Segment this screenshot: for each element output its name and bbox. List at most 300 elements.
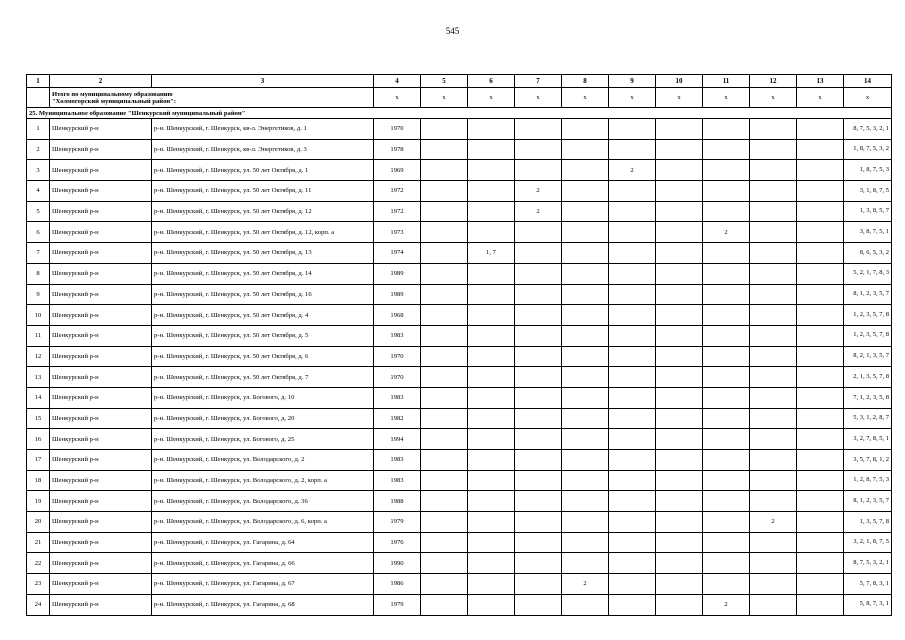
district-cell: Шенкурский р-н: [50, 263, 152, 284]
codes-cell: 5, 7, 8, 3, 1: [844, 574, 892, 595]
value-cell: [703, 284, 750, 305]
year-cell: 1968: [374, 305, 421, 326]
table-row: [27, 594, 892, 615]
address-cell: р-н. Шенкурский, г. Шенкурск, ул. 50 лет Октября, д. 6: [152, 346, 374, 367]
row-number: 19: [27, 491, 50, 512]
address-cell: р-н. Шенкурский, г. Шенкурск, ул. Володарского, д. 2, корп. а: [152, 470, 374, 491]
value-cell: 2: [703, 222, 750, 243]
value-cell: [703, 387, 750, 408]
year-cell: 1976: [374, 532, 421, 553]
section-title: 25. Муниципальное образование "Шенкурский муниципальный район": [27, 108, 892, 119]
value-cell: [515, 305, 562, 326]
value-cell: [797, 201, 844, 222]
district-cell: Шенкурский р-н: [50, 346, 152, 367]
value-cell: [609, 450, 656, 471]
district-cell: Шенкурский р-н: [50, 512, 152, 533]
value-cell: [562, 305, 609, 326]
value-cell: [797, 491, 844, 512]
value-cell: [750, 408, 797, 429]
codes-cell: 5, 3, 1, 2, 8, 7: [844, 408, 892, 429]
codes-cell: 3, 8, 7, 5, 1: [844, 222, 892, 243]
address-cell: р-н. Шенкурский, г. Шенкурск, ул. 50 лет Октября, д. 12: [152, 201, 374, 222]
value-cell: [609, 263, 656, 284]
year-cell: 1970: [374, 367, 421, 388]
value-cell: [797, 553, 844, 574]
year-cell: 1974: [374, 243, 421, 264]
table-row: [27, 284, 892, 305]
codes-cell: 3, 2, 1, 8, 7, 5: [844, 532, 892, 553]
table-row: [27, 387, 892, 408]
value-cell: [703, 574, 750, 595]
total-value: x: [703, 88, 750, 108]
value-cell: [468, 263, 515, 284]
value-cell: [656, 387, 703, 408]
year-cell: 1972: [374, 201, 421, 222]
value-cell: [797, 574, 844, 595]
value-cell: [562, 532, 609, 553]
value-cell: [797, 263, 844, 284]
value-cell: [468, 325, 515, 346]
row-number: 23: [27, 574, 50, 595]
codes-cell: 8, 1, 2, 3, 5, 7: [844, 491, 892, 512]
value-cell: 2: [515, 181, 562, 202]
value-cell: [703, 532, 750, 553]
value-cell: [468, 346, 515, 367]
value-cell: [656, 450, 703, 471]
value-cell: [421, 450, 468, 471]
year-cell: 1973: [374, 222, 421, 243]
codes-cell: 5, 8, 7, 3, 1: [844, 594, 892, 615]
value-cell: [421, 470, 468, 491]
address-cell: р-н. Шенкурский, г. Шенкурск, ул. Гагарина, д. 66: [152, 553, 374, 574]
value-cell: [750, 429, 797, 450]
table-row: [27, 553, 892, 574]
value-cell: [562, 346, 609, 367]
address-cell: р-н. Шенкурский, г. Шенкурск, ул. 50 лет Октября, д. 11: [152, 181, 374, 202]
codes-cell: 1, 8, 7, 5, 3: [844, 160, 892, 181]
column-header: 3: [152, 75, 374, 88]
value-cell: [703, 367, 750, 388]
district-cell: Шенкурский р-н: [50, 160, 152, 181]
year-cell: 1990: [374, 553, 421, 574]
value-cell: [468, 222, 515, 243]
value-cell: [703, 470, 750, 491]
value-cell: [421, 553, 468, 574]
row-number: 22: [27, 553, 50, 574]
value-cell: [703, 450, 750, 471]
value-cell: [421, 387, 468, 408]
district-cell: Шенкурский р-н: [50, 305, 152, 326]
value-cell: [750, 119, 797, 140]
codes-cell: 8, 7, 5, 3, 2, 1: [844, 553, 892, 574]
value-cell: [468, 284, 515, 305]
value-cell: [703, 512, 750, 533]
total-value: x: [515, 88, 562, 108]
district-cell: Шенкурский р-н: [50, 222, 152, 243]
address-cell: р-н. Шенкурский, г. Шенкурск, ул. Володарского, д. 2: [152, 450, 374, 471]
row-number: 17: [27, 450, 50, 471]
value-cell: [656, 119, 703, 140]
value-cell: [703, 429, 750, 450]
value-cell: [609, 408, 656, 429]
total-cell-1: [27, 88, 50, 108]
total-value: x: [797, 88, 844, 108]
table-row: [27, 470, 892, 491]
value-cell: [562, 201, 609, 222]
codes-cell: 8, 6, 5, 3, 2: [844, 243, 892, 264]
value-cell: [609, 367, 656, 388]
value-cell: [703, 181, 750, 202]
row-number: 14: [27, 387, 50, 408]
value-cell: [609, 470, 656, 491]
value-cell: [750, 222, 797, 243]
value-cell: [468, 429, 515, 450]
value-cell: [797, 222, 844, 243]
value-cell: [421, 139, 468, 160]
value-cell: [421, 367, 468, 388]
value-cell: [562, 139, 609, 160]
value-cell: [468, 305, 515, 326]
address-cell: р-н. Шенкурский, г. Шенкурск, ул. 50 лет Октября, д. 1: [152, 160, 374, 181]
district-cell: Шенкурский р-н: [50, 553, 152, 574]
value-cell: [421, 325, 468, 346]
table-row: [27, 429, 892, 450]
value-cell: [609, 512, 656, 533]
row-number: 3: [27, 160, 50, 181]
value-cell: [515, 594, 562, 615]
year-cell: 1983: [374, 387, 421, 408]
row-number: 6: [27, 222, 50, 243]
value-cell: [656, 470, 703, 491]
value-cell: [656, 305, 703, 326]
value-cell: [421, 181, 468, 202]
address-cell: р-н. Шенкурский, г. Шенкурск, ул. 50 лет Октября, д. 7: [152, 367, 374, 388]
year-cell: 1970: [374, 119, 421, 140]
table-row: [27, 263, 892, 284]
district-cell: Шенкурский р-н: [50, 243, 152, 264]
value-cell: [562, 181, 609, 202]
column-header: 2: [50, 75, 152, 88]
value-cell: [515, 284, 562, 305]
codes-cell: 2, 1, 3, 5, 7, 8: [844, 367, 892, 388]
value-cell: [421, 491, 468, 512]
value-cell: [421, 408, 468, 429]
value-cell: [421, 160, 468, 181]
value-cell: [609, 222, 656, 243]
district-cell: Шенкурский р-н: [50, 181, 152, 202]
value-cell: [421, 346, 468, 367]
row-number: 5: [27, 201, 50, 222]
value-cell: [562, 470, 609, 491]
year-cell: 1972: [374, 181, 421, 202]
value-cell: [797, 470, 844, 491]
row-number: 1: [27, 119, 50, 140]
value-cell: [562, 160, 609, 181]
district-cell: Шенкурский р-н: [50, 574, 152, 595]
value-cell: [562, 243, 609, 264]
value-cell: [703, 491, 750, 512]
district-cell: Шенкурский р-н: [50, 119, 152, 140]
value-cell: [797, 243, 844, 264]
table-row: [27, 325, 892, 346]
value-cell: [468, 553, 515, 574]
table-row: [27, 222, 892, 243]
value-cell: [515, 408, 562, 429]
row-number: 10: [27, 305, 50, 326]
value-cell: [703, 346, 750, 367]
value-cell: [609, 305, 656, 326]
total-title: [50, 88, 374, 108]
codes-cell: 3, 1, 8, 7, 5: [844, 181, 892, 202]
value-cell: [656, 594, 703, 615]
value-cell: [656, 222, 703, 243]
address-cell: р-н. Шенкурский, г. Шенкурск, ул. Богового, д. 25: [152, 429, 374, 450]
year-cell: 1979: [374, 512, 421, 533]
row-number: 2: [27, 139, 50, 160]
value-cell: [750, 532, 797, 553]
table-row: [27, 408, 892, 429]
codes-cell: 8, 7, 5, 3, 2, 1: [844, 119, 892, 140]
value-cell: [797, 408, 844, 429]
year-cell: 1983: [374, 325, 421, 346]
value-cell: [468, 201, 515, 222]
column-header: 5: [421, 75, 468, 88]
total-title-line1: Итого по муниципальному образованию: [52, 90, 173, 98]
value-cell: [656, 491, 703, 512]
value-cell: [656, 263, 703, 284]
row-number: 9: [27, 284, 50, 305]
row-number: 11: [27, 325, 50, 346]
value-cell: 2: [609, 160, 656, 181]
value-cell: [750, 346, 797, 367]
value-cell: [515, 119, 562, 140]
value-cell: [562, 284, 609, 305]
row-number: 8: [27, 263, 50, 284]
district-cell: Шенкурский р-н: [50, 491, 152, 512]
year-cell: 1988: [374, 491, 421, 512]
table-row: [27, 305, 892, 326]
header-row: [27, 75, 892, 88]
district-cell: Шенкурский р-н: [50, 284, 152, 305]
value-cell: [515, 263, 562, 284]
value-cell: [468, 491, 515, 512]
address-cell: р-н. Шенкурский, г. Шенкурск, ул. Гагарина, д. 68: [152, 594, 374, 615]
year-cell: 1986: [374, 574, 421, 595]
district-cell: Шенкурский р-н: [50, 450, 152, 471]
table-row: [27, 243, 892, 264]
value-cell: [468, 450, 515, 471]
value-cell: [609, 429, 656, 450]
table-row: [27, 512, 892, 533]
value-cell: [797, 284, 844, 305]
value-cell: [468, 408, 515, 429]
table-row: [27, 367, 892, 388]
value-cell: [609, 387, 656, 408]
value-cell: [515, 491, 562, 512]
value-cell: [703, 408, 750, 429]
value-cell: [421, 119, 468, 140]
address-cell: р-н. Шенкурский, г. Шенкурск, ул. 50 лет Октября, д. 14: [152, 263, 374, 284]
value-cell: [656, 408, 703, 429]
value-cell: [515, 139, 562, 160]
value-cell: [656, 553, 703, 574]
value-cell: [797, 181, 844, 202]
value-cell: [797, 450, 844, 471]
year-cell: 1978: [374, 139, 421, 160]
table-row: [27, 119, 892, 140]
column-header: 8: [562, 75, 609, 88]
value-cell: [656, 429, 703, 450]
year-cell: 1983: [374, 470, 421, 491]
value-cell: [562, 367, 609, 388]
codes-cell: 3, 2, 7, 8, 5, 1: [844, 429, 892, 450]
value-cell: [750, 263, 797, 284]
codes-cell: 5, 2, 1, 7, 8, 3: [844, 263, 892, 284]
column-header: 9: [609, 75, 656, 88]
district-cell: Шенкурский р-н: [50, 139, 152, 160]
row-number: 20: [27, 512, 50, 533]
value-cell: [468, 139, 515, 160]
value-cell: [515, 574, 562, 595]
value-cell: [562, 222, 609, 243]
value-cell: [421, 512, 468, 533]
value-cell: [609, 532, 656, 553]
address-cell: р-н. Шенкурский, г. Шенкурск, ул. Володарского, д. 6, корп. а: [152, 512, 374, 533]
value-cell: 2: [750, 512, 797, 533]
value-cell: [421, 594, 468, 615]
year-cell: 1994: [374, 429, 421, 450]
value-cell: [797, 160, 844, 181]
value-cell: [656, 325, 703, 346]
value-cell: [562, 450, 609, 471]
value-cell: [515, 367, 562, 388]
address-cell: р-н. Шенкурский, г. Шенкурск, ул. Богового, д. 10: [152, 387, 374, 408]
value-cell: [797, 305, 844, 326]
value-cell: [515, 450, 562, 471]
value-cell: [468, 119, 515, 140]
value-cell: [703, 160, 750, 181]
total-value: x: [421, 88, 468, 108]
value-cell: [515, 222, 562, 243]
value-cell: [703, 325, 750, 346]
codes-cell: 1, 3, 5, 7, 8: [844, 512, 892, 533]
column-header: 6: [468, 75, 515, 88]
value-cell: [468, 574, 515, 595]
column-header: 10: [656, 75, 703, 88]
value-cell: [421, 305, 468, 326]
codes-cell: 8, 1, 2, 3, 5, 7: [844, 284, 892, 305]
address-cell: р-н. Шенкурский, г. Шенкурск, ул. Володарского, д. 36: [152, 491, 374, 512]
value-cell: [421, 574, 468, 595]
value-cell: 2: [703, 594, 750, 615]
value-cell: [703, 553, 750, 574]
value-cell: [515, 325, 562, 346]
value-cell: [468, 387, 515, 408]
total-value: x: [374, 88, 421, 108]
codes-cell: 1, 2, 3, 5, 7, 8: [844, 325, 892, 346]
address-cell: р-н. Шенкурский, г. Шенкурск, ул. Богового, д. 20: [152, 408, 374, 429]
value-cell: [468, 594, 515, 615]
year-cell: 1969: [374, 160, 421, 181]
value-cell: [421, 284, 468, 305]
value-cell: [703, 201, 750, 222]
value-cell: [468, 181, 515, 202]
year-cell: 1989: [374, 263, 421, 284]
column-header: 7: [515, 75, 562, 88]
row-number: 13: [27, 367, 50, 388]
codes-cell: 1, 2, 3, 5, 7, 8: [844, 305, 892, 326]
value-cell: [468, 470, 515, 491]
total-row: [27, 88, 892, 108]
district-cell: Шенкурский р-н: [50, 470, 152, 491]
column-header: 13: [797, 75, 844, 88]
value-cell: [562, 553, 609, 574]
value-cell: [609, 243, 656, 264]
total-title-line2: "Холмогорский муниципальный район":: [52, 97, 177, 105]
row-number: 18: [27, 470, 50, 491]
value-cell: [797, 429, 844, 450]
value-cell: [656, 201, 703, 222]
district-cell: Шенкурский р-н: [50, 408, 152, 429]
codes-cell: 3, 5, 7, 8, 1, 2: [844, 450, 892, 471]
address-cell: р-н. Шенкурский, г. Шенкурск, ул. 50 лет Октября, д. 13: [152, 243, 374, 264]
value-cell: [468, 160, 515, 181]
address-cell: р-н. Шенкурский, г. Шенкурск, ул. 50 лет Октября, д. 12, корп. а: [152, 222, 374, 243]
value-cell: [515, 512, 562, 533]
year-cell: 1982: [374, 408, 421, 429]
value-cell: [562, 408, 609, 429]
address-cell: р-н. Шенкурский, г. Шенкурск, ул. 50 лет Октября, д. 16: [152, 284, 374, 305]
value-cell: [797, 325, 844, 346]
row-number: 16: [27, 429, 50, 450]
district-cell: Шенкурский р-н: [50, 532, 152, 553]
value-cell: [656, 181, 703, 202]
year-cell: 1970: [374, 346, 421, 367]
value-cell: [750, 305, 797, 326]
value-cell: [515, 346, 562, 367]
value-cell: [609, 594, 656, 615]
district-cell: Шенкурский р-н: [50, 594, 152, 615]
value-cell: [421, 263, 468, 284]
column-header: 12: [750, 75, 797, 88]
value-cell: [515, 429, 562, 450]
value-cell: [609, 346, 656, 367]
value-cell: [562, 325, 609, 346]
value-cell: [656, 512, 703, 533]
value-cell: [750, 325, 797, 346]
table-row: [27, 160, 892, 181]
year-cell: 1989: [374, 284, 421, 305]
value-cell: [562, 387, 609, 408]
district-cell: Шенкурский р-н: [50, 387, 152, 408]
value-cell: [609, 201, 656, 222]
value-cell: [797, 139, 844, 160]
year-cell: 1983: [374, 450, 421, 471]
value-cell: [750, 284, 797, 305]
value-cell: [703, 139, 750, 160]
value-cell: [797, 532, 844, 553]
table-row: [27, 574, 892, 595]
row-number: 7: [27, 243, 50, 264]
value-cell: [562, 512, 609, 533]
value-cell: [562, 429, 609, 450]
value-cell: [515, 243, 562, 264]
table-row: [27, 181, 892, 202]
address-cell: р-н. Шенкурский, г. Шенкурск, кв-л. Энергетиков, д. 1: [152, 119, 374, 140]
value-cell: [656, 574, 703, 595]
value-cell: [515, 160, 562, 181]
value-cell: [609, 119, 656, 140]
